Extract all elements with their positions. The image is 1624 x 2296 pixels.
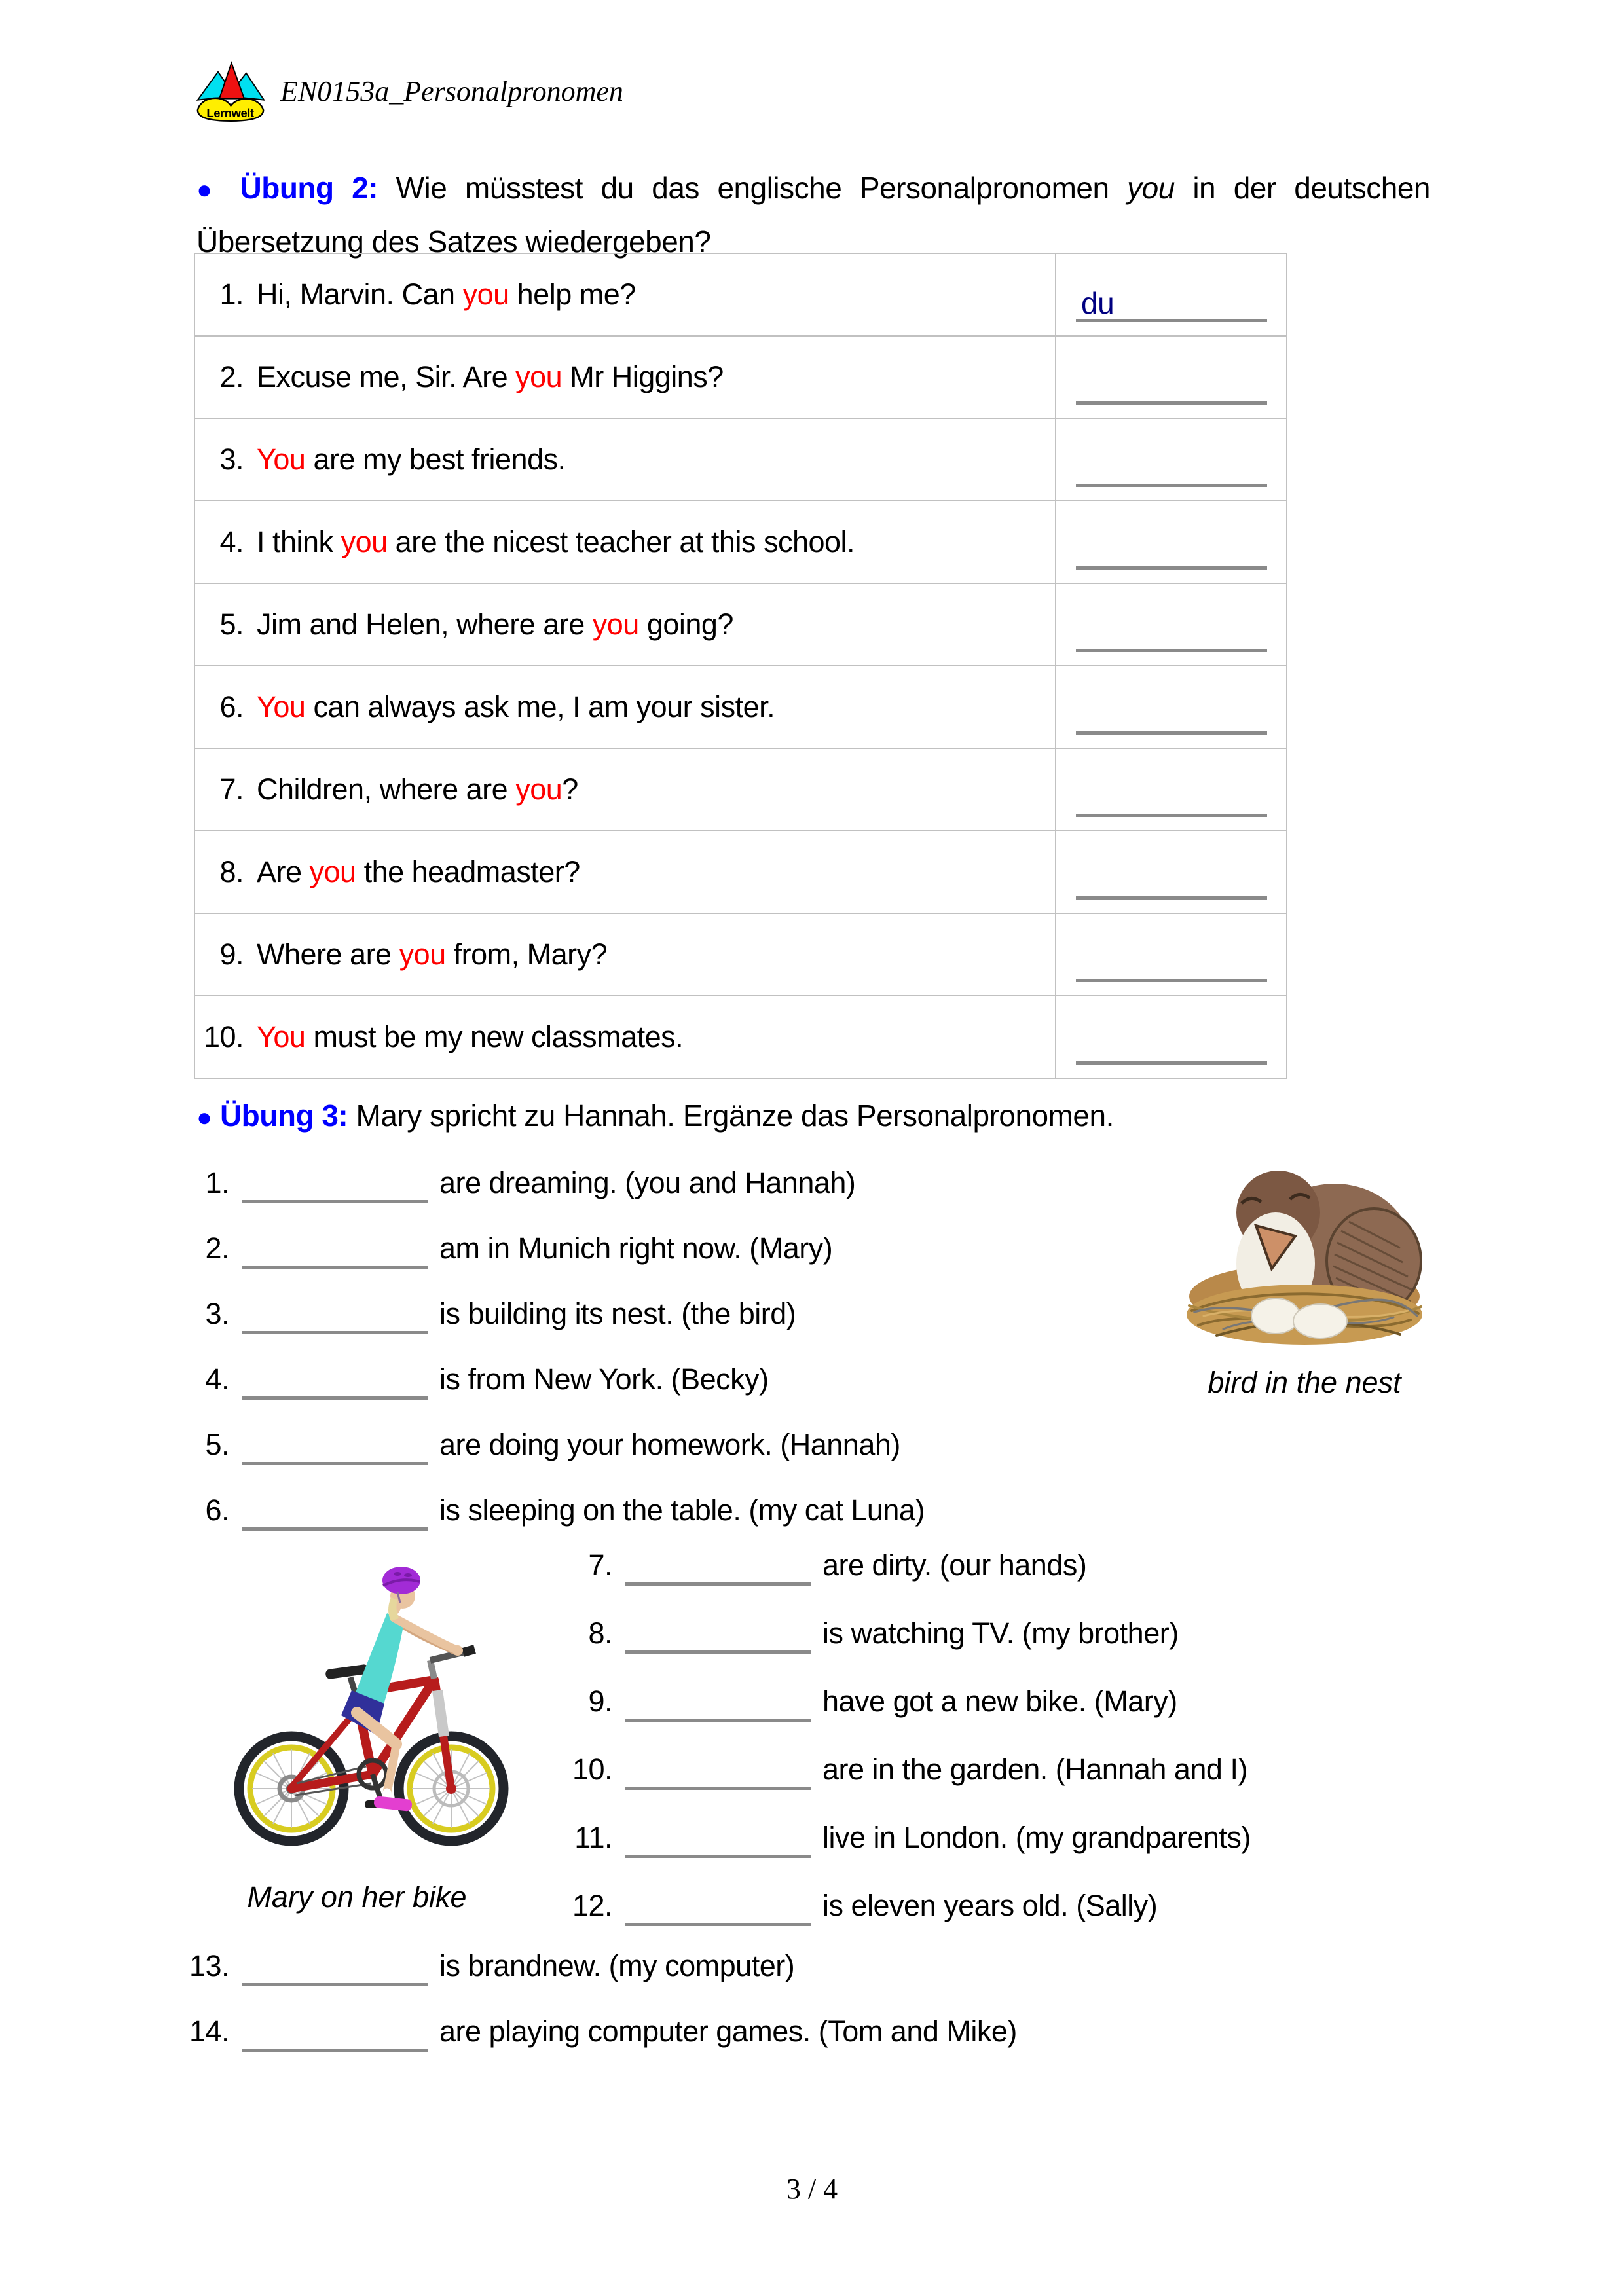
fill-blank [242,2049,428,2052]
exercise2-label: Übung 2: [240,171,378,205]
logo-text: Lernwelt [206,105,254,120]
item-text: is watching TV. (my brother) [822,1616,1179,1650]
exercise3-list-right [560,1530,1251,1939]
bullet-icon: ● [196,1103,212,1132]
sentence-text: You are my best friends. [257,443,566,476]
fill-blank [625,1650,811,1654]
item-number: 11. [574,1821,612,1854]
fill-blank [242,1396,428,1400]
sentence-number: 10. [203,1020,244,1053]
pronoun-highlight: You [257,1020,306,1053]
table-row [194,253,1287,336]
fill-blank [625,1787,811,1790]
sentence-number: 7. [219,773,244,806]
item-text: am in Munich right now. (Mary) [439,1231,833,1265]
fill-blank [625,1923,811,1926]
table-row [194,336,1287,418]
fill-blank [242,1983,428,1986]
list-item [177,1281,925,1347]
sentence-text: Are you the headmaster? [257,855,580,888]
item-number: 14. [189,2014,229,2048]
instruction-text: Wie müsstest du das englische Personalpronomen [396,171,1128,205]
pronoun-highlight: you [309,855,356,888]
pronoun-highlight: you [462,278,509,311]
fill-blank [625,1719,811,1722]
list-item [177,1347,925,1412]
exercise3-list-bottom [177,1933,1017,2064]
fill-blank [625,1855,811,1858]
pronoun-highlight: you [399,938,446,971]
exercise3-label: Übung 3: [219,1099,348,1133]
exercise3-instruction: Mary spricht zu Hannah. Ergänze das Personalpronomen. [356,1099,1114,1133]
sentence-number: 9. [219,938,244,971]
item-number: 4. [205,1362,229,1396]
fill-blank [242,1527,428,1531]
fill-blank [625,1582,811,1586]
item-number: 1. [205,1166,229,1199]
pronoun-highlight: you [341,525,388,558]
list-item [177,1933,1017,1999]
sentence-text: Excuse me, Sir. Are you Mr Higgins? [257,360,724,393]
sentence-text: Where are you from, Mary? [257,938,608,971]
item-number: 2. [205,1231,229,1265]
lernwelt-logo-icon [194,59,267,123]
list-item [560,1666,1251,1734]
fill-blank [242,1462,428,1465]
exercise3-heading [196,1099,1114,1135]
item-text: are playing computer games. (Tom and Mike) [439,2014,1017,2048]
answer-blank [1076,777,1267,817]
pronoun-highlight: You [257,443,306,476]
list-item [177,1216,925,1281]
sentence-number: 6. [219,690,244,723]
sentence-number: 4. [219,525,244,558]
item-number: 10. [572,1753,612,1786]
item-text: is sleeping on the table. (my cat Luna) [439,1493,925,1527]
sentence-number: 5. [219,608,244,641]
pronoun-italic: you [1127,171,1175,205]
sentence-text: I think you are the nicest teacher at this school. [257,525,855,558]
answer-text: du [1081,285,1115,320]
exercise2-table [194,253,1287,1079]
table-row [194,996,1287,1078]
item-number: 8. [588,1616,612,1650]
item-text: are doing your homework. (Hannah) [439,1428,900,1461]
answer-blank [1076,942,1267,982]
list-item [177,1150,925,1216]
item-number: 13. [189,1949,229,1982]
answer-blank [1076,1025,1267,1065]
exercise2-instruction-line2: Übersetzung des Satzes wiedergeben? [196,225,711,259]
document-title: EN0153a_Personalpronomen [280,75,623,107]
table-row [194,666,1287,748]
list-item [177,1412,925,1478]
sentence-text: You must be my new classmates. [257,1020,684,1053]
item-text: live in London. (my grandparents) [822,1821,1251,1854]
fill-blank [242,1200,428,1203]
sentence-number: 1. [219,278,244,311]
item-text: are dirty. (our hands) [822,1548,1087,1582]
item-text: are in the garden. (Hannah and I) [822,1753,1247,1786]
page-number: 3 / 4 [786,2173,838,2205]
page-header [194,59,623,123]
item-number: 6. [205,1493,229,1527]
answer-blank [1076,695,1267,735]
list-item [560,1870,1251,1939]
item-text: is eleven years old. (Sally) [822,1889,1158,1922]
item-number: 9. [588,1685,612,1718]
item-number: 7. [588,1548,612,1582]
mary-on-bike-image [226,1540,513,1853]
table-row [194,501,1287,583]
exercise2-instruction-line1 [196,162,1430,216]
answer-blank [1076,530,1267,570]
item-number: 3. [205,1297,229,1330]
table-row [194,418,1287,501]
sentence-number: 8. [219,855,244,888]
sentence-text: You can always ask me, I am your sister. [257,690,775,723]
instruction-text: in der deutschen [1174,171,1431,205]
sentence-number: 2. [219,360,244,393]
list-item [560,1802,1251,1870]
item-text: is from New York. (Becky) [439,1362,769,1396]
answer-blank [1076,447,1267,487]
bullet-icon: ● [196,175,222,204]
pronoun-highlight: you [515,360,563,393]
item-number: 5. [205,1428,229,1461]
pronoun-highlight: you [592,608,639,641]
answer-blank [1076,365,1267,405]
table-row [194,913,1287,996]
item-text: is building its nest. (the bird) [439,1297,796,1330]
list-item [560,1530,1251,1598]
exercise2-instruction [196,162,1430,268]
item-text: are dreaming. (you and Hannah) [439,1166,856,1199]
table-row [194,583,1287,666]
bike-caption: Mary on her bike [247,1880,467,1914]
list-item [177,1999,1017,2064]
table-row [194,831,1287,913]
answer-blank [1076,282,1267,322]
exercise3-list-left [177,1150,925,1543]
pronoun-highlight: you [515,773,563,806]
sentence-text: Children, where are you? [257,773,578,806]
item-number: 12. [572,1889,612,1922]
item-text: have got a new bike. (Mary) [822,1685,1177,1718]
answer-blank [1076,612,1267,652]
pronoun-highlight: You [257,690,306,723]
sentence-number: 3. [219,443,244,476]
item-text: is brandnew. (my computer) [439,1949,795,1982]
bird-in-nest-image [1177,1151,1431,1349]
sentence-text: Hi, Marvin. Can you help me? [257,278,636,311]
list-item [560,1734,1251,1802]
fill-blank [242,1266,428,1269]
fill-blank [242,1331,428,1334]
answer-blank [1076,860,1267,900]
bird-caption: bird in the nest [1208,1366,1401,1399]
sentence-text: Jim and Helen, where are you going? [257,608,733,641]
list-item [560,1598,1251,1666]
table-row [194,748,1287,831]
